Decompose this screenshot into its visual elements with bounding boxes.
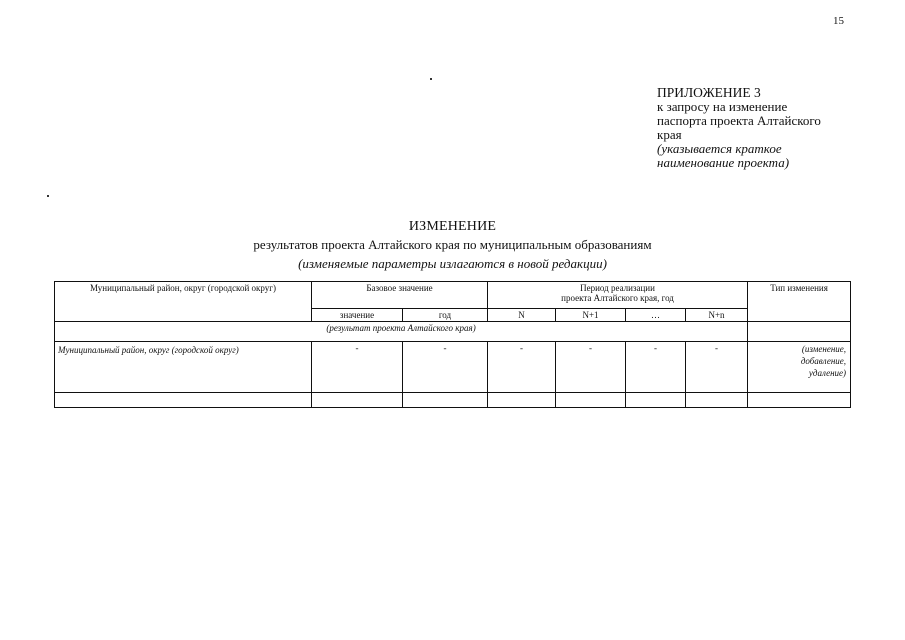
header-municipality: Муниципальный район, округ (городской округ) xyxy=(55,282,312,322)
table-cell-empty xyxy=(488,393,556,408)
table-cell-empty xyxy=(748,322,851,342)
annex-note: наименование проекта) xyxy=(657,155,790,170)
table-row xyxy=(55,342,851,393)
table-cell-empty xyxy=(626,393,686,408)
subheader-ellipsis: … xyxy=(626,309,686,322)
document-subtitle: результатов проекта Алтайского края по муниципальным образованиям xyxy=(253,237,652,252)
change-type-line: (изменение, xyxy=(801,344,847,354)
table-cell-empty xyxy=(748,393,851,408)
document-note: (изменяемые параметры излагаются в новой редакции) xyxy=(298,256,607,271)
row-cell: - xyxy=(556,342,626,393)
header-change-type: Тип изменения xyxy=(748,282,851,322)
annex-line: к запросу на изменение xyxy=(657,99,788,114)
section-label: (результат проекта Алтайского края) xyxy=(55,322,748,342)
row-municipality: Муниципальный район, округ (городской округ) xyxy=(55,342,312,393)
table-section-row xyxy=(55,322,851,342)
subheader-value: значение xyxy=(312,309,403,322)
table-cell-empty xyxy=(55,393,312,408)
row-cell: - xyxy=(488,342,556,393)
table-cell-empty xyxy=(312,393,403,408)
page-number: 15 xyxy=(833,15,844,27)
scan-speck xyxy=(47,195,49,197)
row-cell: - xyxy=(626,342,686,393)
subheader-n: N xyxy=(488,309,556,322)
annex-title: ПРИЛОЖЕНИЕ 3 xyxy=(657,85,761,100)
header-base-value: Базовое значение xyxy=(312,282,488,309)
table-cell-empty xyxy=(403,393,488,408)
annex-note: (указывается краткое xyxy=(657,141,782,156)
results-table xyxy=(54,281,851,408)
row-change-type xyxy=(748,342,851,393)
table-cell-empty xyxy=(556,393,626,408)
row-cell: - xyxy=(686,342,748,393)
annex-line: паспорта проекта Алтайского xyxy=(657,113,821,128)
annex-block xyxy=(657,86,857,170)
table-header-row xyxy=(55,282,851,309)
subheader-year: год xyxy=(403,309,488,322)
change-type-line: добавление, xyxy=(800,356,847,366)
annex-line: края xyxy=(657,127,682,142)
header-period xyxy=(488,282,748,309)
row-cell: - xyxy=(312,342,403,393)
change-type-line: удаление) xyxy=(808,368,847,378)
document-title: ИЗМЕНЕНИЕ xyxy=(408,219,497,234)
table-cell-empty xyxy=(686,393,748,408)
header-period-line: Период реализации xyxy=(580,283,655,293)
header-period-line: проекта Алтайского края, год xyxy=(561,293,674,303)
scan-speck xyxy=(430,78,432,80)
subheader-n-plus-n: N+n xyxy=(686,309,748,322)
subheader-n-plus-1: N+1 xyxy=(556,309,626,322)
row-cell: - xyxy=(403,342,488,393)
table-row-empty xyxy=(55,393,851,408)
